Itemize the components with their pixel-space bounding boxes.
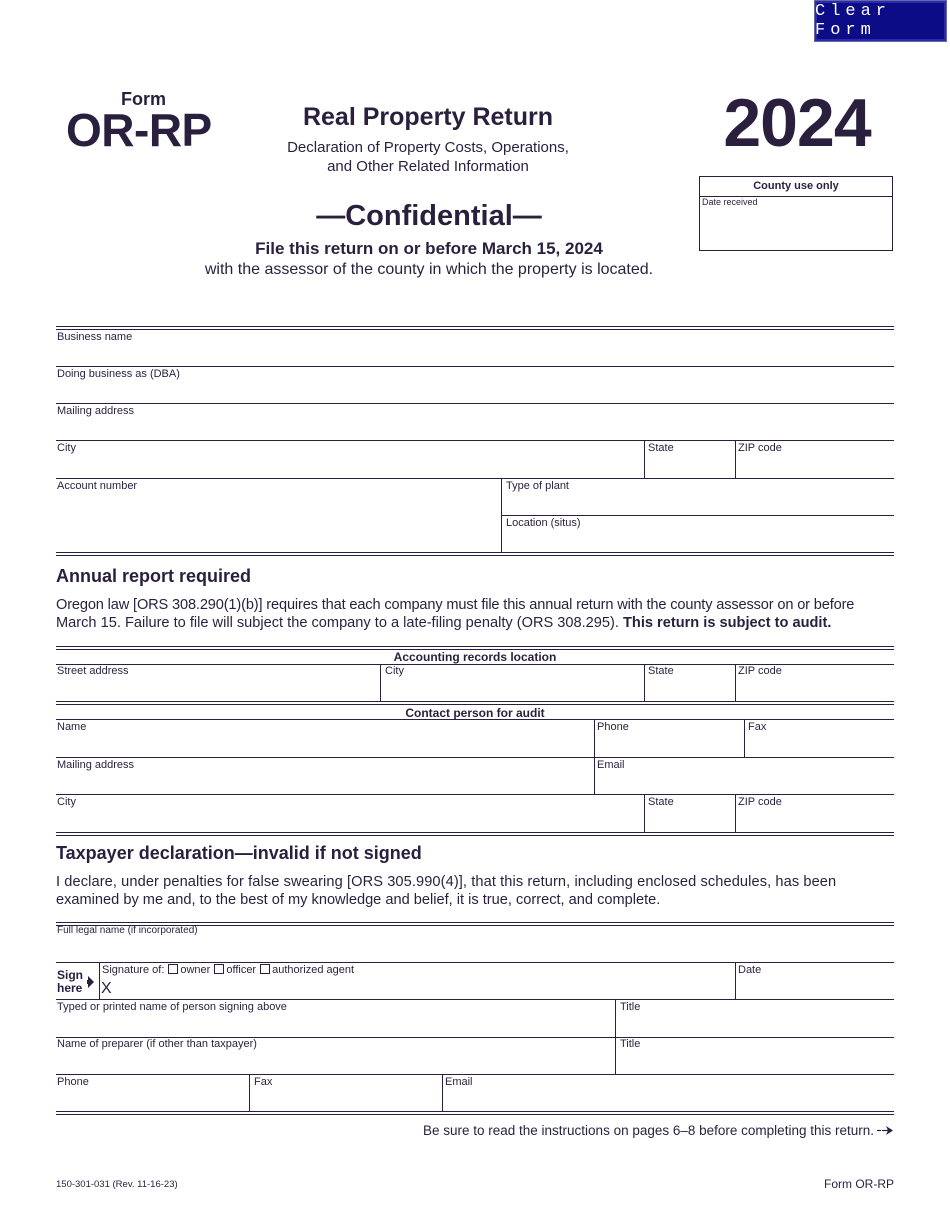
divider xyxy=(56,794,894,795)
officer-checkbox[interactable] xyxy=(214,964,224,974)
divider xyxy=(56,835,894,836)
signer-title-field[interactable] xyxy=(616,1014,894,1036)
signature-field[interactable] xyxy=(114,978,734,998)
annual-report-text xyxy=(56,596,894,632)
divider xyxy=(56,1111,894,1112)
divider xyxy=(99,962,100,999)
full-legal-name-field[interactable] xyxy=(56,939,894,962)
contact-person-heading: Contact person for audit xyxy=(405,706,545,720)
annual-report-line-2 xyxy=(56,614,894,632)
account-number-label: Account number xyxy=(57,480,138,492)
records-street-field[interactable] xyxy=(56,678,379,700)
contact-fax-field[interactable] xyxy=(745,734,894,756)
dba-field[interactable] xyxy=(56,381,894,403)
preparer-label: Name of preparer (if other than taxpayer) xyxy=(57,1038,257,1050)
contact-zip-field[interactable] xyxy=(736,809,894,831)
mailing-address-label: Mailing address xyxy=(57,405,135,417)
contact-name-label: Name xyxy=(57,721,87,733)
declaration-line-1: I declare, under penalties for false swearing [ORS 305.990(4)], that this return, including enclosed schedules, has been xyxy=(56,874,837,890)
owner-checkbox[interactable] xyxy=(168,964,178,974)
form-number: OR-RP xyxy=(66,104,212,156)
filing-location-note: with the assessor of the county in which the property is located. xyxy=(204,261,654,278)
divider xyxy=(56,329,894,330)
records-zip-label: ZIP code xyxy=(738,665,782,677)
records-state-field[interactable] xyxy=(645,678,735,700)
contact-phone-label: Phone xyxy=(597,721,629,733)
preparer-title-field[interactable] xyxy=(616,1051,894,1073)
divider xyxy=(56,704,894,705)
contact-state-field[interactable] xyxy=(645,809,735,831)
form-name-footer: Form OR-RP xyxy=(824,1177,894,1191)
divider xyxy=(56,832,894,833)
divider xyxy=(501,515,894,516)
declaration-text xyxy=(56,873,894,909)
divider xyxy=(56,719,894,720)
records-state-label: State xyxy=(648,665,674,677)
divider xyxy=(56,440,894,441)
declaration-heading: Taxpayer declaration—invalid if not signed xyxy=(56,843,422,863)
contact-email-label: Email xyxy=(597,759,625,771)
subtitle-line-1: Declaration of Property Costs, Operations, xyxy=(287,139,569,156)
date-field[interactable] xyxy=(736,977,894,999)
contact-state-label: State xyxy=(648,796,674,808)
divider xyxy=(56,555,894,556)
county-use-heading: County use only xyxy=(700,177,892,197)
divider xyxy=(56,999,894,1000)
preparer-phone-label: Phone xyxy=(57,1076,89,1088)
subtitle-line-2: and Other Related Information xyxy=(327,158,529,175)
type-of-plant-field[interactable] xyxy=(502,493,894,515)
contact-name-field[interactable] xyxy=(56,734,593,756)
mailing-address-field[interactable] xyxy=(56,418,894,440)
page-subtitle xyxy=(268,138,588,176)
clear-form-button[interactable]: Clear Form xyxy=(814,0,947,42)
preparer-title-label: Title xyxy=(620,1038,641,1050)
audit-notice: This return is subject to audit. xyxy=(623,615,832,631)
divider xyxy=(56,922,894,923)
annual-report-line-1: Oregon law [ORS 308.290(1)(b)] requires that each company must file this annual return with the county assessor on or before xyxy=(56,597,855,613)
contact-city-field[interactable] xyxy=(56,809,644,831)
contact-phone-field[interactable] xyxy=(595,734,743,756)
contact-email-field[interactable] xyxy=(595,772,894,794)
contact-mailing-label: Mailing address xyxy=(57,759,135,771)
preparer-fax-field[interactable] xyxy=(250,1089,442,1111)
annual-report-heading: Annual report required xyxy=(56,566,252,586)
preparer-fax-label: Fax xyxy=(254,1076,273,1088)
divider xyxy=(56,1114,894,1115)
title-label: Title xyxy=(620,1001,641,1013)
instructions-note: Be sure to read the instructions on pages 6–8 before completing this return. xyxy=(422,1123,874,1138)
business-name-field[interactable] xyxy=(56,344,894,366)
arrow-right-icon xyxy=(877,1125,894,1136)
filing-deadline: File this return on or before March 15, 2024 xyxy=(255,239,603,258)
confidential-banner: —Confidential— xyxy=(316,200,542,232)
signature-of-label: Signature of: xyxy=(102,964,165,976)
contact-city-label: City xyxy=(57,796,76,808)
officer-label: officer xyxy=(226,964,257,976)
zip-field[interactable] xyxy=(736,455,894,477)
divider xyxy=(56,962,894,963)
type-of-plant-label: Type of plant xyxy=(506,480,569,492)
account-number-field[interactable] xyxy=(56,493,500,552)
full-legal-name-label: Full legal name (if incorporated) xyxy=(57,925,198,936)
divider xyxy=(56,1074,894,1075)
page-title: Real Property Return xyxy=(302,103,554,131)
date-received-label: Date received xyxy=(702,197,758,207)
business-name-label: Business name xyxy=(57,331,133,343)
location-label: Location (situs) xyxy=(506,517,581,529)
form-code: 150-301-031 (Rev. 11-16-23) xyxy=(56,1179,178,1190)
location-field[interactable] xyxy=(502,530,894,552)
divider xyxy=(56,326,894,327)
preparer-email-field[interactable] xyxy=(443,1089,894,1111)
zip-label: ZIP code xyxy=(738,442,782,454)
signature-x-mark: X xyxy=(101,980,112,997)
authorized-agent-label: authorized agent xyxy=(272,964,355,976)
sign-word: Sign xyxy=(57,968,83,982)
typed-name-field[interactable] xyxy=(56,1014,614,1036)
divider xyxy=(56,701,894,702)
divider xyxy=(56,757,894,758)
state-label: State xyxy=(648,442,674,454)
owner-label: owner xyxy=(180,964,211,976)
preparer-name-field[interactable] xyxy=(56,1051,614,1073)
date-label: Date xyxy=(738,964,762,976)
dba-label: Doing business as (DBA) xyxy=(57,368,180,380)
signature-of-group xyxy=(102,964,354,976)
divider xyxy=(56,403,894,404)
preparer-phone-field[interactable] xyxy=(56,1089,248,1111)
contact-fax-label: Fax xyxy=(748,721,767,733)
city-field[interactable] xyxy=(56,455,644,477)
city-label: City xyxy=(57,442,76,454)
divider xyxy=(56,646,894,647)
contact-mailing-field[interactable] xyxy=(56,772,593,794)
street-address-label: Street address xyxy=(57,665,129,677)
records-city-field[interactable] xyxy=(381,678,643,700)
divider xyxy=(56,552,894,553)
authorized-agent-checkbox[interactable] xyxy=(260,964,270,974)
records-city-label: City xyxy=(385,665,404,677)
form-label: Form xyxy=(121,89,166,109)
pointer-arrow-icon xyxy=(87,975,95,989)
declaration-line-2: examined by me and, to the best of my knowledge and belief, it is true, correct, and complete. xyxy=(56,892,661,908)
here-word: here xyxy=(57,981,83,995)
records-location-heading: Accounting records location xyxy=(393,650,557,664)
sign-here-label xyxy=(57,969,83,995)
preparer-email-label: Email xyxy=(445,1076,473,1088)
typed-name-label: Typed or printed name of person signing above xyxy=(57,1001,287,1013)
annual-report-line-2-text: March 15. Failure to file will subject the company to a late-filing penalty (ORS 308.295). xyxy=(56,615,623,631)
divider xyxy=(56,478,894,479)
records-zip-field[interactable] xyxy=(736,678,894,700)
county-use-box xyxy=(699,176,893,251)
state-field[interactable] xyxy=(645,455,735,477)
divider xyxy=(56,366,894,367)
contact-zip-label: ZIP code xyxy=(738,796,782,808)
tax-year: 2024 xyxy=(723,85,871,161)
